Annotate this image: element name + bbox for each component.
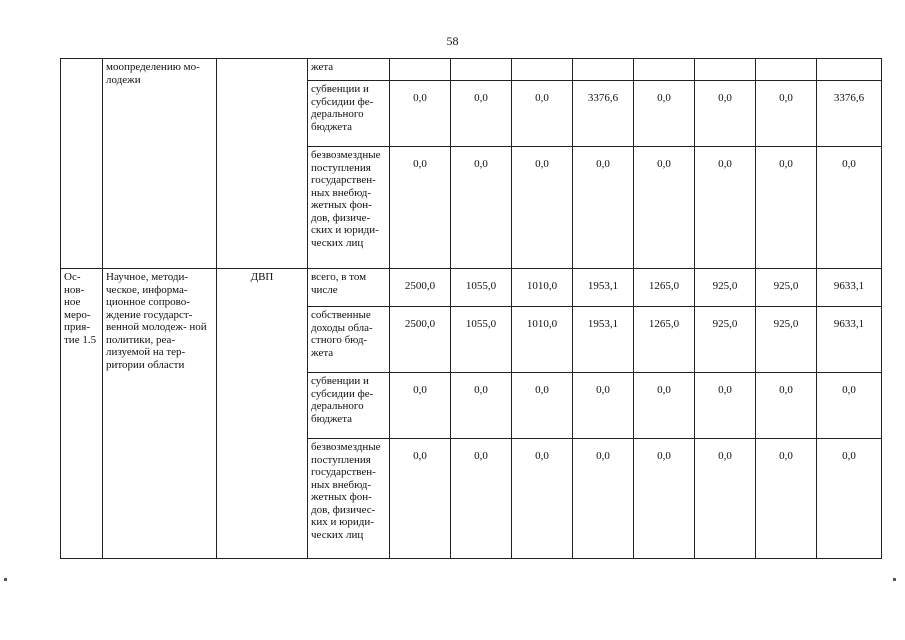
amount-value — [759, 61, 813, 67]
amount-value: 925,0 — [773, 280, 799, 292]
amount-cell — [756, 307, 817, 373]
amount-value: 0,0 — [779, 384, 793, 396]
responsible-cell — [217, 59, 308, 269]
amount-cell — [451, 269, 512, 307]
amount-cell — [756, 269, 817, 307]
amount-cell — [512, 373, 573, 439]
status-cell: Ос- нов- ное меро- прия- тие 1.5 — [61, 269, 103, 559]
amount-value: 1953,1 — [587, 318, 619, 330]
funding-source-label: всего, в том числе — [308, 269, 390, 307]
amount-cell — [451, 59, 512, 81]
amount-cell — [512, 439, 573, 559]
amount-cell — [573, 269, 634, 307]
amount-value: 0,0 — [657, 450, 671, 462]
amount-cell — [817, 373, 882, 439]
responsible-cell: ДВП — [217, 269, 308, 559]
amount-cell — [390, 81, 451, 147]
amount-cell — [817, 439, 882, 559]
amount-value: 0,0 — [842, 450, 856, 462]
amount-value: 0,0 — [657, 384, 671, 396]
amount-value — [820, 61, 878, 67]
amount-cell — [695, 439, 756, 559]
amount-cell — [573, 147, 634, 269]
amount-cell — [573, 307, 634, 373]
amount-value: 1055,0 — [465, 280, 497, 292]
amount-cell — [512, 269, 573, 307]
amount-value: 0,0 — [535, 384, 549, 396]
event-name-cell: моопределению мо- лодежи — [103, 59, 217, 269]
amount-value: 0,0 — [413, 450, 427, 462]
amount-value — [393, 61, 447, 67]
amount-cell — [634, 59, 695, 81]
page-number: 58 — [446, 34, 459, 48]
funding-source-label: безвозмездные поступления государствен- ных внебюд- жетных фон- дов, физичес- ких и юриди- ческих лиц — [308, 439, 390, 559]
amount-cell — [695, 59, 756, 81]
amount-cell — [756, 373, 817, 439]
amount-cell — [451, 147, 512, 269]
amount-cell — [634, 439, 695, 559]
amount-cell — [573, 81, 634, 147]
amount-value: 2500,0 — [404, 318, 436, 330]
amount-value: 0,0 — [413, 92, 427, 104]
amount-value: 0,0 — [779, 92, 793, 104]
amount-value: 1010,0 — [526, 318, 558, 330]
amount-cell — [451, 439, 512, 559]
amount-value: 0,0 — [474, 158, 488, 170]
amount-value: 1953,1 — [587, 280, 619, 292]
amount-cell — [390, 373, 451, 439]
amount-cell — [390, 59, 451, 81]
amount-cell — [512, 81, 573, 147]
amount-value: 925,0 — [773, 318, 799, 330]
amount-cell — [634, 269, 695, 307]
amount-cell — [512, 307, 573, 373]
amount-cell — [451, 373, 512, 439]
amount-value: 925,0 — [712, 318, 738, 330]
status-cell — [61, 59, 103, 269]
amount-cell — [634, 307, 695, 373]
amount-value: 0,0 — [474, 92, 488, 104]
amount-value: 0,0 — [535, 158, 549, 170]
amount-value: 0,0 — [718, 92, 732, 104]
amount-cell — [451, 81, 512, 147]
amount-cell — [512, 147, 573, 269]
amount-value — [576, 61, 630, 67]
amount-cell — [695, 81, 756, 147]
amount-cell — [756, 439, 817, 559]
amount-value: 0,0 — [413, 158, 427, 170]
amount-cell — [817, 147, 882, 269]
amount-cell — [817, 269, 882, 307]
amount-value: 1010,0 — [526, 280, 558, 292]
amount-value — [454, 61, 508, 67]
amount-cell — [634, 147, 695, 269]
amount-cell — [817, 59, 882, 81]
amount-value — [515, 61, 569, 67]
amount-cell — [390, 439, 451, 559]
amount-cell — [573, 59, 634, 81]
funding-source-label: субвенции и субсидии фе- дерального бюджета — [308, 81, 390, 147]
amount-cell — [573, 439, 634, 559]
amount-value: 3376,6 — [833, 92, 865, 104]
amount-cell — [634, 373, 695, 439]
amount-cell — [695, 373, 756, 439]
table-row — [61, 59, 882, 81]
amount-value: 0,0 — [657, 158, 671, 170]
amount-cell — [756, 81, 817, 147]
scan-mark-right — [893, 578, 896, 581]
amount-value: 0,0 — [535, 92, 549, 104]
amount-value: 1265,0 — [648, 318, 680, 330]
amount-value: 0,0 — [842, 158, 856, 170]
amount-value — [698, 61, 752, 67]
amount-value: 0,0 — [413, 384, 427, 396]
amount-value: 0,0 — [474, 384, 488, 396]
amount-value: 3376,6 — [587, 92, 619, 104]
funding-source-label: жета — [308, 59, 390, 81]
amount-cell — [451, 307, 512, 373]
amount-cell — [817, 307, 882, 373]
funding-source-label: собственные доходы обла- стного бюд- жета — [308, 307, 390, 373]
amount-cell — [817, 81, 882, 147]
amount-cell — [573, 373, 634, 439]
amount-value: 1265,0 — [648, 280, 680, 292]
amount-value: 0,0 — [596, 384, 610, 396]
amount-value: 0,0 — [842, 384, 856, 396]
amount-value: 0,0 — [657, 92, 671, 104]
amount-value: 0,0 — [535, 450, 549, 462]
amount-cell — [390, 307, 451, 373]
amount-cell — [756, 147, 817, 269]
funding-source-label: субвенции и субсидии фе- дерального бюджета — [308, 373, 390, 439]
amount-cell — [695, 307, 756, 373]
amount-cell — [695, 269, 756, 307]
funding-source-label: безвозмездные поступления государствен- ных внебюд- жетных фон- дов, физиче- ских и юриди- ческих лиц — [308, 147, 390, 269]
amount-cell — [390, 269, 451, 307]
scan-mark-left — [4, 578, 7, 581]
amount-value: 0,0 — [718, 384, 732, 396]
amount-value: 925,0 — [712, 280, 738, 292]
amount-value: 0,0 — [779, 450, 793, 462]
amount-cell — [634, 81, 695, 147]
amount-cell — [390, 147, 451, 269]
amount-value: 0,0 — [474, 450, 488, 462]
amount-value: 1055,0 — [465, 318, 497, 330]
amount-cell — [756, 59, 817, 81]
amount-value: 0,0 — [718, 450, 732, 462]
amount-value: 9633,1 — [833, 280, 865, 292]
amount-value — [637, 61, 691, 67]
table-row — [61, 269, 882, 307]
amount-value: 9633,1 — [833, 318, 865, 330]
amount-value: 0,0 — [779, 158, 793, 170]
amount-cell — [512, 59, 573, 81]
amount-value: 0,0 — [596, 450, 610, 462]
budget-table — [60, 58, 882, 559]
amount-value: 0,0 — [596, 158, 610, 170]
amount-cell — [695, 147, 756, 269]
event-name-cell: Научное, методи- ческое, информа- ционное сопрово- ждение государст- венной молодеж- ной политики, реа- лизуемой на тер- ритории области — [103, 269, 217, 559]
amount-value: 0,0 — [718, 158, 732, 170]
amount-value: 2500,0 — [404, 280, 436, 292]
